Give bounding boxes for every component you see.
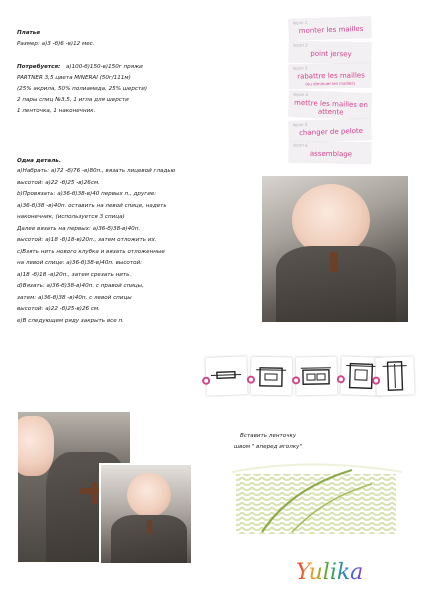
diagram-tile (296, 357, 338, 396)
lesson-number: leçon 2 (293, 42, 308, 48)
instruction-line: Далее вязать на первых: а)36-б)38-в)40п. (17, 225, 141, 232)
ribbon-bow (92, 482, 97, 504)
lesson-sticker (289, 41, 371, 63)
lesson-number: leçon 4 (293, 91, 309, 98)
requirements-line: а)100-б)150-в)150г пряжи (66, 64, 143, 70)
ribbon-note-line: швом " вперед иголку" (234, 444, 303, 450)
instructions-block (17, 167, 175, 328)
instruction-line: высотой: а)22 -б)25-в)26 см. (17, 306, 100, 312)
requirements-line: 2 пары спиц №3,5, 1 игла для шерсти (17, 97, 129, 103)
lesson-sticker (289, 119, 372, 143)
requirements-line: (25% акрила, 50% полиамида, 25% шерсти) (17, 86, 148, 92)
instruction-line: затем: а)36-б)38 -в)40п. с левой спицы (17, 294, 132, 301)
instruction-line: d)Вязать: а)36-б)38-в)40п. с правой спицы, (17, 283, 144, 289)
document-title: Платье (17, 30, 41, 36)
instruction-line: b)Провязать: а)36-б)38-в)40 первых п., другие: (17, 191, 157, 197)
instruction-line: на левой спице: а)36-б)38-в)40п. высотой: (17, 260, 143, 266)
lesson-subtitle: (ou diminuer les mailles) (305, 80, 355, 87)
knit-diagram-icon (208, 359, 243, 392)
knit-diagram-icon (299, 360, 334, 393)
lesson-number: leçon 3 (292, 65, 308, 71)
lesson-number: leçon 6 (293, 142, 308, 148)
diagram-tile (375, 356, 414, 395)
ribbon-bow (330, 252, 338, 272)
size-line: Размер: а)3 -б)6 -в)12 мес. (17, 41, 95, 47)
lesson-sticker (289, 141, 371, 163)
lesson-sticker (289, 91, 372, 120)
yulika-logo (296, 560, 363, 585)
knit-diagram-icon (254, 360, 289, 393)
baby-hand (18, 416, 54, 476)
instruction-line: наконечник, (используется 3 спица) (17, 214, 125, 220)
diagram-tile (251, 357, 293, 396)
instruction-line: с)Взять нить нового клубка и вязать отложенные (17, 248, 165, 255)
knit-diagram-icon (343, 359, 378, 392)
lesson-sticker (289, 63, 371, 88)
lesson-number: leçon 1 (292, 19, 308, 26)
part-title: Одна деталь. (17, 158, 61, 164)
logo-text: Yulika (296, 560, 364, 585)
lesson-title: changer de pelote (298, 126, 364, 138)
requirements-line: PARTNER 3,5 цвета MINERAI (50г/111м) (17, 75, 131, 81)
instruction-line: высотой: а)18 -б)18-в)20п., затем отложить их. (17, 237, 157, 243)
ribbon-stitch-diagram (222, 462, 412, 548)
lesson-title: assemblage (309, 149, 353, 159)
instruction-line: а)Набрать: а)72 -б)76 -в)80п., вязать лицевой гладью (17, 168, 176, 174)
instruction-line: e)В следующем ряду закрыть все п. (17, 317, 124, 324)
instruction-line: а)36-б)38 -в)40п. оставить на левой спице, надеть (17, 202, 167, 209)
ribbon-note-line: Вставить ленточку (240, 433, 297, 439)
lesson-number: leçon 5 (292, 121, 308, 128)
lesson-title: rabattre les mailles (297, 71, 365, 81)
lesson-sticker (289, 17, 372, 41)
baby-photo-main (262, 176, 408, 322)
diagram-tile (205, 356, 247, 395)
instruction-line: высотой: а)22 -б)25 -в)26см. (17, 179, 100, 186)
lesson-title: mettre les mailles en attente (293, 98, 369, 117)
knit-diagram-icon (378, 359, 411, 392)
lesson-title: monter les mailles (298, 24, 364, 36)
lesson-title: point jersey (310, 49, 352, 59)
requirements-line: 1 ленточка, 1 наконечник. (17, 108, 96, 114)
baby-photo-small (101, 465, 191, 563)
instruction-line: а)18 -б)18 -в)20п., затем срезать нить. (17, 271, 132, 278)
ribbon-bow (147, 520, 152, 534)
baby-face (127, 473, 171, 517)
requirements-label: Потребуется: (17, 64, 61, 70)
